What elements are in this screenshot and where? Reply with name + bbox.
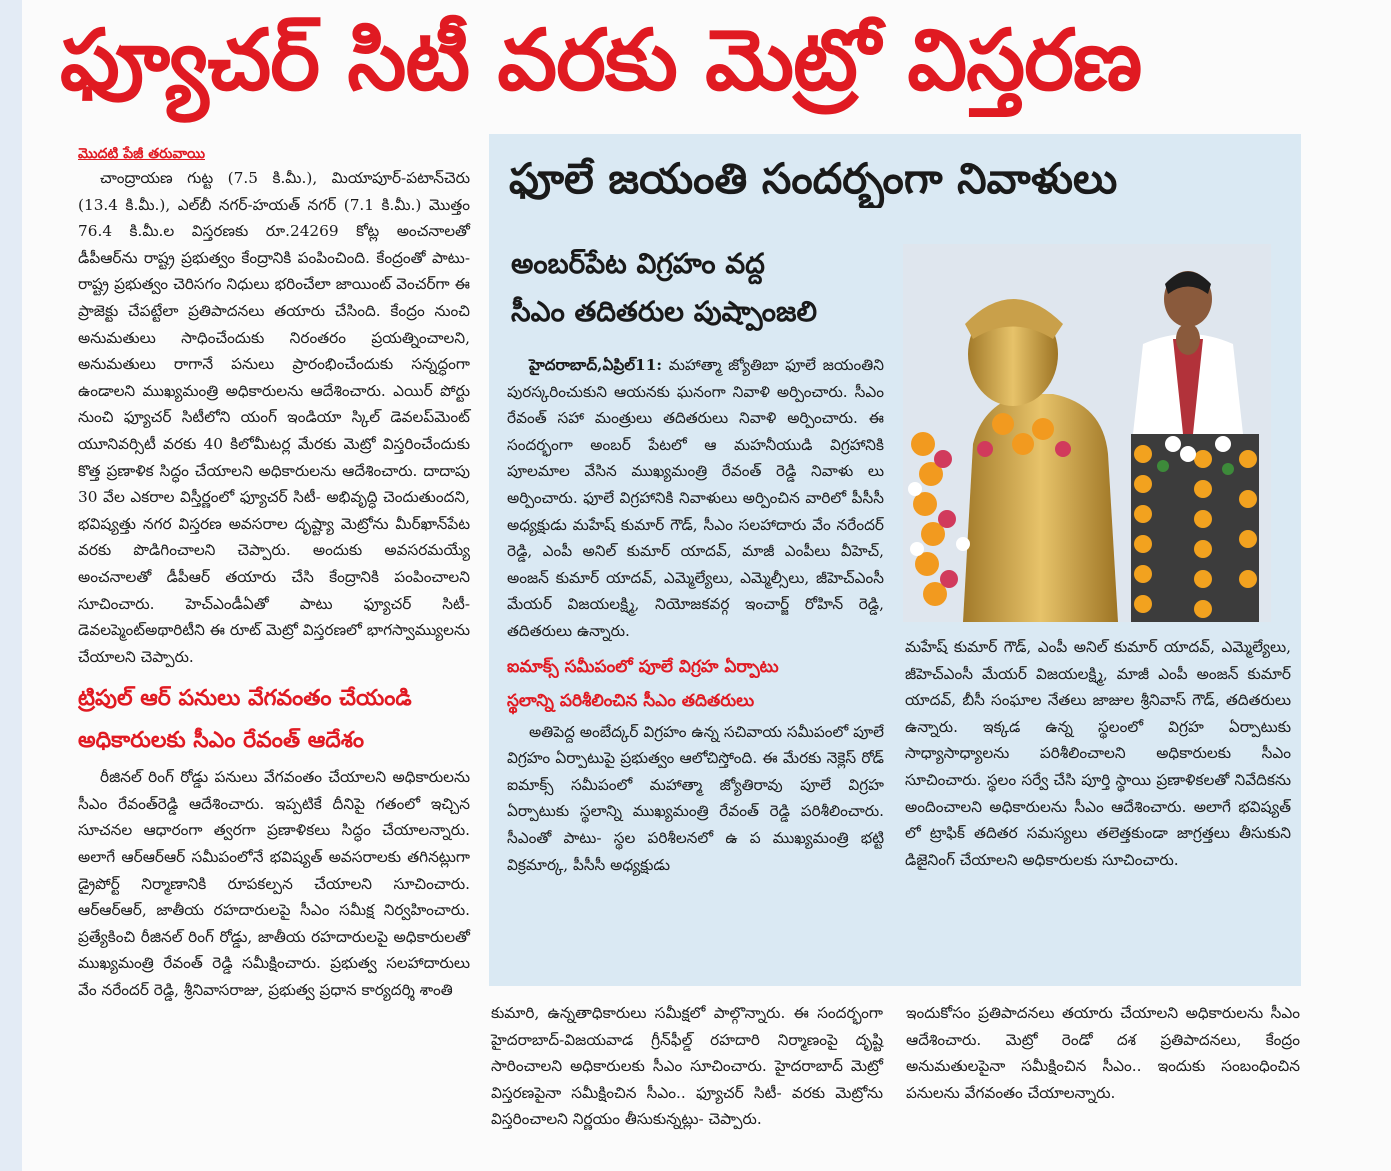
left-column [78, 143, 470, 1004]
left-subhead-2: అధికారులకు సీఎం రేవంత్ ఆదేశం [78, 728, 365, 754]
feature-title: ఫూలే జయంతి సందర్భంగా నివాళులు [509, 154, 1118, 203]
feature-subtitle [511, 240, 891, 336]
bottom-middle-column [491, 1000, 883, 1133]
feature-right-text-block [905, 634, 1291, 873]
feature-paragraph-1 [507, 352, 884, 645]
continuation-kicker: మొదటి పేజీ తరువాయి [78, 146, 205, 162]
dateline: హైదరాబాద్,ఏప్రిల్11: [529, 356, 662, 374]
main-headline: ఫ్యూచర్ సిటీ వరకు మెట్రో విస్తరణ [60, 11, 1142, 109]
left-paragraph-1: చాంద్రాయణ గుట్ట (7.5 కి.మీ.), మియాపూర్-పటాన్‌చెరు (13.4 కి.మీ.), ఎల్‌బీ నగర్-హయత్ నగర్ (7.1 కి.మీ.) మొత్తం 76.4 కి.మీ.ల విస్తరణకు రూ.24269 కోట్ల అంచనాలతో డీపీఆర్‌ను రాష్ట్ర ప్రభుత్వం కేంద్రానికి పంపించింది. కేంద్రంతో పాటు-రాష్ట్ర ప్రభుత్వం చెరిసగం నిధులు భరించేలా జాయింట్ వెంచర్‌గా ఈ ప్రాజెక్టు చేపట్టేలా ప్రతిపాదనలు తయారు చేసింది. కేంద్రం నుంచి అనుమతులు సాధించేందుకు నిరంతరం ప్రయత్నించాలని, అనుమతులు రాగానే పనులు ప్రారంభించేందుకు సన్నద్ధంగా ఉండాలని ముఖ్యమంత్రి అధికారులను ఆదేశించారు. ఎయిర్ పోర్టు నుంచి ఫ్యూచర్ సిటీలోని యంగ్ ఇండియా స్కిల్ డెవలప్‌మెంట్ యూనివర్సిటీ వరకు 40 కిలోమీటర్ల మేరకు మెట్రో విస్తరించేందుకు కొత్త ప్రణాళిక సిద్ధం చేయాలని అధికారులను ఆదేశించారు. దాదాపు 30 వేల ఎకరాల విస్తీర్ణంలో ఫ్యూచర్ సిటీ- అభివృద్ధి చెందుతుందని, భవిష్యత్తు నగర విస్తరణ అవసరాల దృష్ట్యా మెట్రోను మీర్‌ఖాన్‌పేట వరకు పొడిగించాలని చెప్పారు. అందుకు అవసరమయ్యే అంచనాలతో డీపీఆర్ తయారు చేసి కేంద్రానికి పంపించాలని సూచించారు. హెచ్‌ఎండీఏతో పాటు ఫ్యూచర్ సిటీ-డెవలప్మెంట్‌అథారిటీని ఈ రూట్ మెట్రో విస్తరణలో భాగస్వామ్యులను చేయాలని చెప్పారు. [78, 169, 470, 666]
left-subhead-1: ట్రిపుల్ ఆర్ పనులు వేగవంతం చేయండి [78, 686, 412, 712]
feature-article [507, 352, 884, 878]
feature-box [489, 134, 1301, 986]
bottom-right-paragraph: ఇందుకోసం ప్రతిపాదనలు తయారు చేయాలని అధికారులను సీఎం ఆదేశించారు. మెట్రో రెండో దశ ప్రతిపాదనలు, కేంద్రం అనుమతులపైనా సమీక్షించిన సీఎం.. ఇందుకు సంబంధించిన పనులను వేగవంతం చేయాలన్నారు. [906, 1004, 1300, 1102]
bottom-right-column [906, 1000, 1300, 1106]
photo-illustration [903, 244, 1271, 622]
photo-statue-garlands [903, 244, 1271, 622]
left-paragraph-2: రీజినల్ రింగ్ రోడ్డు పనులు వేగవంతం చేయాలని అధికారులను సీఎం రేవంత్‌రెడ్డి ఆదేశించారు. ఇప్పటికే దీనిపై గతంలో ఇచ్చిన సూచనల ఆధారంగా త్వరగా ప్రణాళికలు సిద్ధం చేయాలన్నారు. అలాగే ఆర్ఆర్ఆర్ సమీపంలోనే భవిష్యత్ అవసరాలకు తగినట్లుగా డ్రైపోర్ట్ నిర్మాణానికి రూపకల్పన చేయాలని సూచించారు. ఆర్ఆర్ఆర్, జాతీయ రహదారులపై సీఎం సమీక్ష నిర్వహించారు. ప్రత్యేకించి రీజినల్ రింగ్ రోడ్డు, జాతీయ రహదారులపై అధికారులతో ముఖ్యమంత్రి రేవంత్ రెడ్డి సమీక్షించారు. ప్రభుత్వ సలహాదారులు వేం నరేందర్ రెడ్డి, శ్రీనివాసరాజు, ప్రభుత్వ ప్రధాన కార్యదర్శి శాంతి [78, 768, 470, 1000]
feature-right-paragraph: మహేష్ కుమార్ గౌడ్, ఎంపీ అనిల్ కుమార్ యాదవ్, ఎమ్మెల్యేలు, జీహెచ్ఎంసీ మేయర్ విజయలక్ష్మి, మాజీ ఎంపీ అంజన్ కుమార్ యాదవ్, బీసీ సంఘాల నేతలు జాజుల శ్రీనివాస్ గౌడ్, తదితరులు ఉన్నారు. ఇక్కడ ఉన్న స్థలంలో విగ్రహ ఏర్పాటుకు సాధ్యాసాధ్యాలను పరిశీలించాలని అధికారులకు సీఎం సూచించారు. స్థలం సర్వే చేసి పూర్తి స్థాయి ప్రణాళికలతో నివేదికను అందించాలని అధికారులను సీఎం ఆదేశించారు. అలాగే భవిష్యత్ లో ట్రాఫిక్ తదితర సమస్యలు తలెత్తకుండా జాగ్రత్తలు తీసుకుని డిజైనింగ్ చేయాలని అధికారులకు సూచించారు. [905, 638, 1291, 869]
bottom-middle-paragraph: కుమారి, ఉన్నతాధికారులు సమీక్షలో పాల్గొన్నారు. ఈ సందర్భంగా హైదరాబాద్-విజయవాడ గ్రీన్‌ఫీల్డ్ రహదారి నిర్మాణంపై దృష్టి సారించాలని అధికారులకు సీఎం సూచించారు. హైదరాబాద్ మెట్రో విస్తరణపైనా సమీక్షించిన సీఎం.. ఫ్యూచర్ సిటీ- వరకు మెట్రోను విస్తరించాలని నిర్ణయం తీసుకున్నట్లు- చెప్పారు. [491, 1004, 883, 1129]
feature-subhead-line-1: ఐమాక్స్ సమీపంలో పూలే విగ్రహ ఏర్పాటు [507, 656, 779, 677]
feature-paragraph-2: అతిపెద్ద అంబేద్కర్ విగ్రహం ఉన్న సచివాయ సమీపంలో పూలే విగ్రహం ఏర్పాటుపై ప్రభుత్వం ఆలోచిస్తోంది. ఈ మేరకు నెక్లెస్ రోడ్ ఐమాక్స్ సమీపంలో మహాత్మా జ్యోతిరావు పూలే విగ్రహ ఏర్పాటుకు స్థలాన్ని ముఖ్యమంత్రి రేవంత్ రెడ్డి పరిశీలించారు. సీఎంతో పాటు- స్థల పరిశీలనలో ఉ ప ముఖ్యమంత్రి భట్టి విక్రమార్క, పీసీసీ అధ్యక్షుడు [507, 722, 884, 874]
feature-subtitle-line-2: సీఎం తదితరుల పుష్పాంజలి [511, 295, 817, 328]
page-left-margin [0, 0, 22, 1171]
feature-subhead-line-2: స్థలాన్ని పరిశీలించిన సీఎం తదితరులు [507, 690, 755, 711]
feature-subtitle-line-1: అంబర్‌పేట విగ్రహం వద్ద [511, 247, 765, 280]
feature-paragraph-1-text: మహాత్మా జ్యోతిబా ఫూలే జయంతిని పురస్కరించుకుని ఆయనకు ఘనంగా నివాళి అర్పించారు. సీఎం రేవంత్ సహా మంత్రులు తదితరులు నివాళి అర్పించారు. ఈ సందర్భంగా అంబర్ పేటలో ఆ మహనీయుడి విగ్రహానికి పూలమాల వేసిన ముఖ్యమంత్రి రేవంత్ రెడ్డి నివాళు లు అర్పించారు. ఫూలే విగ్రహానికి నివాళులు అర్పించిన వారిలో పీసీసీ అధ్యక్షుడు మహేష్ కుమార్ గౌడ్, సీఎం సలహాదారు వేం నరేందర్ రెడ్డి, ఎంపీ అనిల్ కుమార్ యాదవ్, మాజీ ఎంపీలు వీహెచ్, అంజన్ కుమార్ యాదవ్, ఎమ్మెల్యేలు, ఎమ్మెల్సీలు, జీహెచ్ఎంసీ మేయర్ విజయలక్ష్మి, నియోజకవర్గ ఇంచార్జ్ రోహిన్ రెడ్డి, తదితరులు ఉన్నారు. [507, 356, 884, 640]
